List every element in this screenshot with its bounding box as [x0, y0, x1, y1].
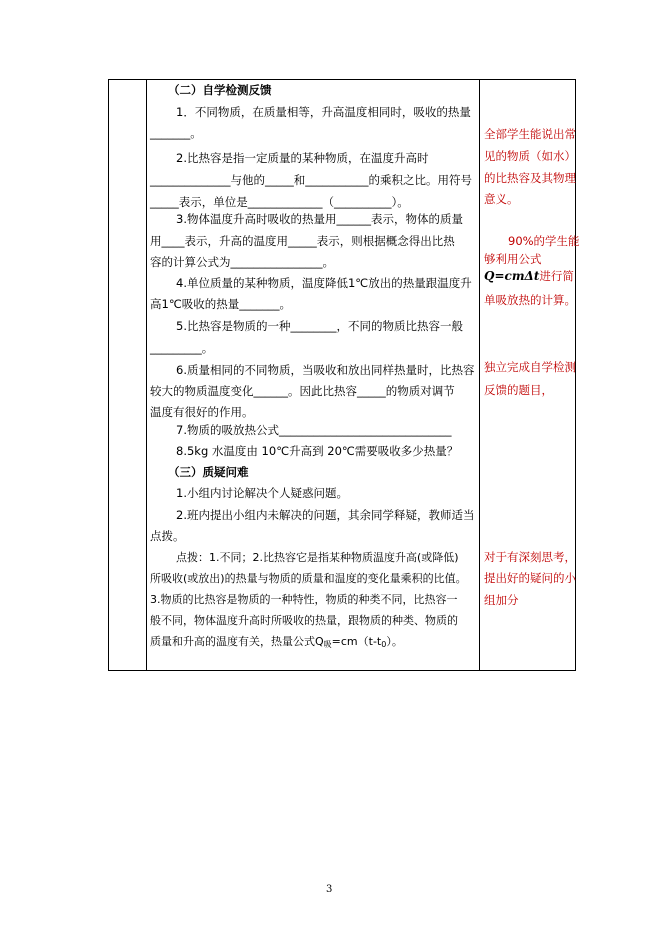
- hint-line: 点拨：1.不同；2.比热容它是指某种物质温度升高(或降低): [176, 551, 459, 564]
- page-number: 3: [326, 884, 333, 895]
- section2-line: ______________与他的_____和___________的乘积之比。用符号: [150, 173, 472, 187]
- section2-line: 2.比热容是指一定质量的某种物质，在温度升高时: [176, 151, 429, 165]
- section2-title: （二）自学检测反馈: [168, 83, 272, 97]
- note-line: 意义。: [484, 192, 519, 206]
- section3-line: 2.班内提出小组内未解决的问题，其余同学释疑，教师适当: [176, 508, 475, 522]
- note-line: 够利用公式: [484, 252, 542, 266]
- section2-line: 高1℃吸收的热量_______。: [150, 297, 291, 311]
- subscript: 吸: [323, 640, 332, 649]
- section2-line: 7.物质的吸放热公式______________________________: [176, 423, 452, 437]
- note-line: 见的物质（如水）: [484, 149, 576, 163]
- section3-line: 点拨。: [150, 529, 185, 543]
- section2-line: 温度有很好的作用。: [150, 405, 254, 419]
- section2-line: 用____表示，升高的温度用_____表示，则根据概念得出比热: [150, 234, 455, 248]
- section2-line: 5.比热容是物质的一种________，不同的物质比热容一般: [176, 319, 463, 333]
- note-line: 90%的学生能: [508, 234, 580, 248]
- hint-text: 质量和升高的温度有关，热量公式Q: [150, 635, 324, 648]
- section2-line: 1．不同物质，在质量相等，升高温度相同时，吸收的热量: [176, 105, 471, 119]
- note-line: 组加分: [484, 593, 519, 607]
- hint-line-formula: [150, 634, 403, 650]
- note-formula-line: [484, 268, 574, 284]
- section3-line: 1.小组内讨论解决个人疑惑问题。: [176, 486, 348, 500]
- section2-line: 3.物体温度升高时吸收的热量用______表示，物体的质量: [176, 212, 463, 226]
- note-line: 提出好的疑问的小: [484, 571, 576, 585]
- subscript: 0: [381, 640, 387, 649]
- hint-line: 般不同，物体温度升高时所吸收的热量，跟物质的种类、物质的: [150, 614, 458, 627]
- section2-line: 8.5kg 水温度由 10℃升高到 20℃需要吸收多少热量？: [176, 444, 459, 458]
- section2-line: _______。: [150, 126, 202, 140]
- note-line: 全部学生能说出常: [484, 127, 576, 141]
- section3-title: （三）质疑问难: [168, 465, 249, 479]
- note-line: 的比热容及其物理: [484, 171, 576, 185]
- note-line: 反馈的题目，: [484, 383, 553, 397]
- hint-text: =cm（t-t: [331, 635, 382, 648]
- hint-line: 3.物质的比热容是物质的一种特性，物质的种类不同，比热容一: [150, 593, 458, 606]
- note-line: 对于有深刻思考，: [484, 550, 576, 564]
- hint-line: 所吸收(或放出)的热量与物质的质量和温度的变化量乘积的比值。: [150, 572, 467, 585]
- note-line: 独立完成自学检测: [484, 360, 576, 374]
- section2-line: 较大的物质温度变化______。因此比热容_____的物质对调节: [150, 384, 455, 398]
- section2-line: _____表示，单位是_____________（__________）。: [150, 195, 409, 209]
- column-divider-right: [479, 79, 480, 671]
- section2-line: 4.单位质量的某种物质，温度降低1℃放出的热量跟温度升: [176, 276, 472, 290]
- heat-formula: Q=cmΔt: [484, 269, 540, 283]
- section2-line: 6.质量相同的不同物质，当吸收和放出同样热量时，比热容: [176, 363, 475, 377]
- column-divider-left: [146, 79, 147, 671]
- note-text: 进行简: [539, 269, 574, 283]
- note-line: 单吸放热的计算。: [484, 293, 576, 307]
- hint-text: ）。: [386, 635, 403, 648]
- section2-line: _________。: [150, 341, 214, 355]
- section2-line: 容的计算公式为________________。: [150, 255, 334, 269]
